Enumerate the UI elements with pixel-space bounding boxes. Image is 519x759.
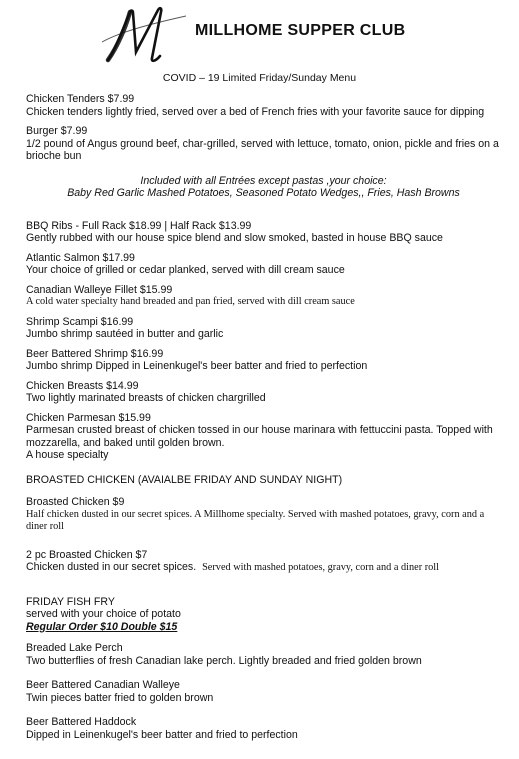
menu-item [26,642,501,667]
included-line-2: Baby Red Garlic Mashed Potatoes, Seasoned Potato Wedges,, Fries, Hash Browns [67,187,460,199]
item-title: Chicken Breasts $14.99 [26,379,139,392]
item-description: Jumbo shrimp Dipped in Leinenkugel's beer batter and fried to perfection [26,360,368,372]
item-title: Chicken Parmesan $15.99 [26,411,151,424]
item-title: 2 pc Broasted Chicken $7 [26,548,148,561]
item-description [26,561,501,575]
item-description: Dipped in Leinenkugel's beer batter and fried to perfection [26,728,298,741]
menu-item [26,716,501,741]
fish-fry-subheading: served with your choice of potato [26,608,181,620]
item-description: A cold water specialty hand breaded and pan fried, served with dill cream sauce [26,296,355,307]
item-title: BBQ Ribs - Full Rack $18.99 | Half Rack $13.99 [26,219,252,232]
menu-item [26,252,501,277]
menu-item [26,220,501,245]
fish-fry-heading: FRIDAY FISH FRY [26,595,115,608]
item-description: Chicken tenders lightly fried, served over a bed of French fries with your favorite sauce for dipping [26,105,485,118]
menu-item [26,284,501,309]
menu-item [26,380,501,405]
item-description-b: Served with mashed potatoes, gravy, corn and a diner roll [202,562,440,573]
item-description-a: Chicken dusted in our secret spices. [26,561,197,573]
item-title: Beer Battered Shrimp $16.99 [26,347,164,360]
item-description: Half chicken dusted in our secret spices. A Millhome specialty. Served with mashed potatoes, gravy, corn and a diner roll [26,508,485,532]
item-description: Parmesan crusted breast of chicken tossed in our house marinara with fettuccini pasta. Topped with mozzarella, and baked until golden brown. [26,424,493,449]
menu-item [26,125,501,163]
menu-item [26,549,501,575]
item-title: Shrimp Scampi $16.99 [26,315,134,328]
item-title: Broasted Chicken $9 [26,496,125,508]
menu-item [26,93,501,118]
item-title: Beer Battered Haddock [26,716,137,728]
broasted-heading: BROASTED CHICKEN (AVAIALBE FRIDAY AND SUNDAY NIGHT) [26,473,343,486]
item-title: Atlantic Salmon $17.99 [26,251,135,264]
item-description: Your choice of grilled or cedar planked, served with dill cream sauce [26,264,345,276]
menu-item [26,496,501,534]
item-title: Chicken Tenders $7.99 [26,93,135,105]
menu-header [0,0,519,66]
menu-item [26,316,501,341]
menu-subtitle: COVID – 19 Limited Friday/Sunday Menu [162,72,357,84]
item-description: Twin pieces batter fried to golden brown [26,691,214,704]
item-title: Breaded Lake Perch [26,642,123,654]
item-description: Two lightly marinated breasts of chicken chargrilled [26,392,266,404]
item-note: A house specialty [26,449,109,461]
item-description: 1/2 pound of Angus ground beef, char-grilled, served with lettuce, tomato, onion, pickle and fries on a brioche bun [26,137,499,162]
menu-item [26,679,501,704]
item-description: Gently rubbed with our house spice blend and slow smoked, basted in house BBQ sauce [26,232,443,244]
menu-content [26,93,501,748]
menu-item [26,348,501,373]
fish-fry-section [26,596,501,634]
menu-item [26,412,501,462]
fish-fry-offer: Regular Order $10 Double $15 [26,620,178,633]
item-description: Two butterflies of fresh Canadian lake perch. Lightly breaded and fried golden brown [26,654,422,667]
included-line-1: Included with all Entrées except pastas ,your choice: [140,174,387,187]
item-description: Jumbo shrimp sautéed in butter and garlic [26,328,224,340]
item-title: Beer Battered Canadian Walleye [26,679,180,691]
millhome-m-logo [100,2,190,66]
item-title: Canadian Walleye Fillet $15.99 [26,283,173,296]
brand-name: MILLHOME SUPPER CLUB [195,22,406,39]
included-sides-note [26,175,501,200]
item-title: Burger $7.99 [26,125,88,137]
